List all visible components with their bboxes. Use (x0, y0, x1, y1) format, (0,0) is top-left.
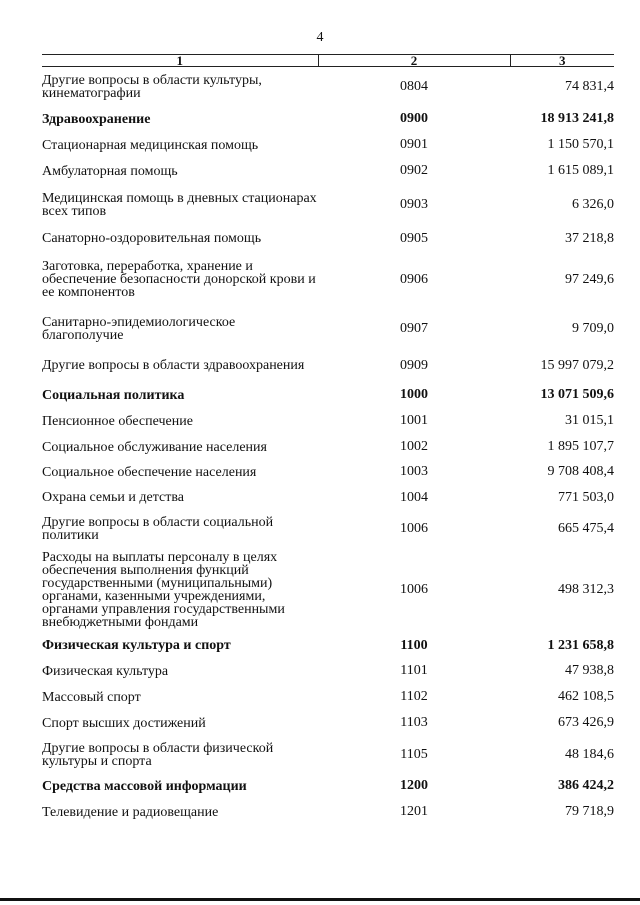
row-name-cell: Другие вопросы в области социальной политики (42, 515, 274, 543)
row-code-cell: 1000 (400, 387, 428, 402)
table-row (42, 485, 614, 511)
row-name-cell: Санаторно-оздоровительная помощь (42, 231, 262, 246)
table-row (42, 408, 614, 435)
table-row (42, 349, 614, 383)
page-number: 4 (316, 30, 324, 45)
column-header-name: 1 (42, 55, 318, 67)
row-code-cell: 1003 (400, 464, 428, 479)
row-code-cell: 1105 (400, 746, 428, 762)
table-row (42, 511, 614, 548)
row-name-cell: Социальная политика (42, 387, 185, 403)
row-amount-cell: 37 218,8 (565, 230, 614, 246)
row-amount-cell: 13 071 509,6 (540, 387, 614, 402)
row-code-cell: 1101 (400, 663, 428, 678)
row-code-cell: 0903 (400, 197, 428, 212)
row-amount-cell: 1 895 107,7 (547, 439, 614, 454)
row-name-cell: Медицинская помощь в дневных стационарах всех типов (42, 191, 317, 219)
header-row (42, 55, 614, 67)
row-amount-cell: 673 426,9 (558, 715, 614, 730)
row-name-cell: Охрана семьи и детства (42, 490, 184, 505)
table-row (42, 799, 614, 826)
row-name-cell: Социальное обеспечение населения (42, 464, 257, 480)
row-amount-cell: 48 184,6 (565, 746, 614, 762)
row-name-cell: Физическая культура (42, 663, 169, 679)
row-name-cell: Стационарная медицинская помощь (42, 137, 259, 153)
row-code-cell: 1004 (400, 489, 428, 505)
column-header-amount: 3 (510, 55, 614, 67)
row-code-cell: 1200 (400, 778, 428, 793)
row-code-cell: 0909 (400, 357, 428, 373)
table-row (42, 548, 614, 633)
row-name-cell: Здравоохранение (42, 111, 151, 127)
table-row (42, 132, 614, 159)
table-row (42, 659, 614, 684)
table-row (42, 184, 614, 227)
row-name-cell: Физическая культура и спорт (42, 638, 231, 653)
row-code-cell: 0906 (400, 271, 428, 287)
table-row (42, 309, 614, 349)
row-code-cell: 0804 (400, 78, 428, 94)
row-name-cell: Амбулаторная помощь (42, 163, 178, 179)
table-row (42, 251, 614, 309)
row-amount-cell: 462 108,5 (558, 689, 614, 704)
row-code-cell: 1006 (400, 521, 428, 536)
row-code-cell: 0900 (400, 111, 428, 126)
column-header-code: 2 (318, 55, 510, 67)
table-row (42, 633, 614, 659)
row-name-cell: Телевидение и радиовещание (42, 804, 219, 820)
row-code-cell: 0905 (400, 230, 428, 246)
page-bottom-border (0, 898, 640, 901)
row-amount-cell: 665 475,4 (558, 521, 614, 536)
row-code-cell: 0902 (400, 163, 428, 178)
row-name-cell: Пенсионное обеспечение (42, 413, 193, 429)
row-amount-cell: 74 831,4 (565, 78, 614, 94)
table-row (42, 107, 614, 132)
row-name-cell: Другие вопросы в области физической культуры и спорта (42, 740, 274, 769)
row-code-cell: 1201 (400, 804, 428, 819)
table-row (42, 227, 614, 251)
row-amount-cell: 771 503,0 (558, 489, 614, 505)
row-amount-cell: 18 913 241,8 (540, 111, 614, 126)
row-amount-cell: 498 312,3 (558, 582, 614, 597)
row-name-cell: Спорт высших достижений (42, 715, 206, 731)
row-name-cell: Другие вопросы в области здравоохранения (42, 358, 305, 373)
row-code-cell: 1102 (400, 689, 428, 704)
table-row (42, 159, 614, 184)
row-amount-cell: 31 015,1 (565, 413, 614, 428)
table-body (42, 67, 614, 826)
row-amount-cell: 47 938,8 (565, 663, 614, 678)
budget-table (42, 54, 614, 826)
row-amount-cell: 386 424,2 (558, 778, 614, 793)
table-header (42, 55, 614, 67)
row-name-cell: Средства массовой информации (42, 778, 247, 794)
row-name-cell: Социальное обслуживание населения (42, 439, 267, 455)
table-row (42, 383, 614, 408)
row-amount-cell: 9 708 408,4 (547, 464, 614, 479)
row-code-cell: 1006 (400, 582, 428, 597)
row-amount-cell: 6 326,0 (572, 197, 614, 212)
table-row (42, 774, 614, 799)
row-amount-cell: 79 718,9 (565, 804, 614, 819)
row-amount-cell: 97 249,6 (565, 271, 614, 287)
row-amount-cell: 9 709,0 (572, 320, 614, 336)
table-row (42, 460, 614, 485)
row-name-cell: Другие вопросы в области культуры, кинематографии (42, 72, 262, 101)
row-name-cell: Расходы на выплаты персоналу в целях обеспечения выполнения функций государственными (муниципальными) органами, казенными учреждениями, органами управления государственными внебюджетными фондами (42, 550, 285, 630)
row-name-cell: Заготовка, переработка, хранение и обеспечение безопасности донорской крови и ее компонентов (42, 259, 316, 300)
row-code-cell: 1001 (400, 413, 428, 428)
row-amount-cell: 15 997 079,2 (540, 357, 614, 373)
row-code-cell: 1103 (400, 715, 428, 730)
row-amount-cell: 1 150 570,1 (547, 137, 614, 152)
row-amount-cell: 1 231 658,8 (547, 637, 614, 653)
table-row (42, 736, 614, 774)
row-code-cell: 0907 (400, 320, 428, 336)
row-amount-cell: 1 615 089,1 (547, 163, 614, 178)
table-row (42, 684, 614, 711)
table-row (42, 711, 614, 736)
row-name-cell: Массовый спорт (42, 689, 141, 705)
row-code-cell: 1002 (400, 439, 428, 454)
table-row (42, 67, 614, 107)
row-code-cell: 1100 (400, 637, 428, 653)
row-name-cell: Санитарно-эпидемиологическое благополучие (42, 314, 236, 343)
row-code-cell: 0901 (400, 137, 428, 152)
table-row (42, 435, 614, 460)
